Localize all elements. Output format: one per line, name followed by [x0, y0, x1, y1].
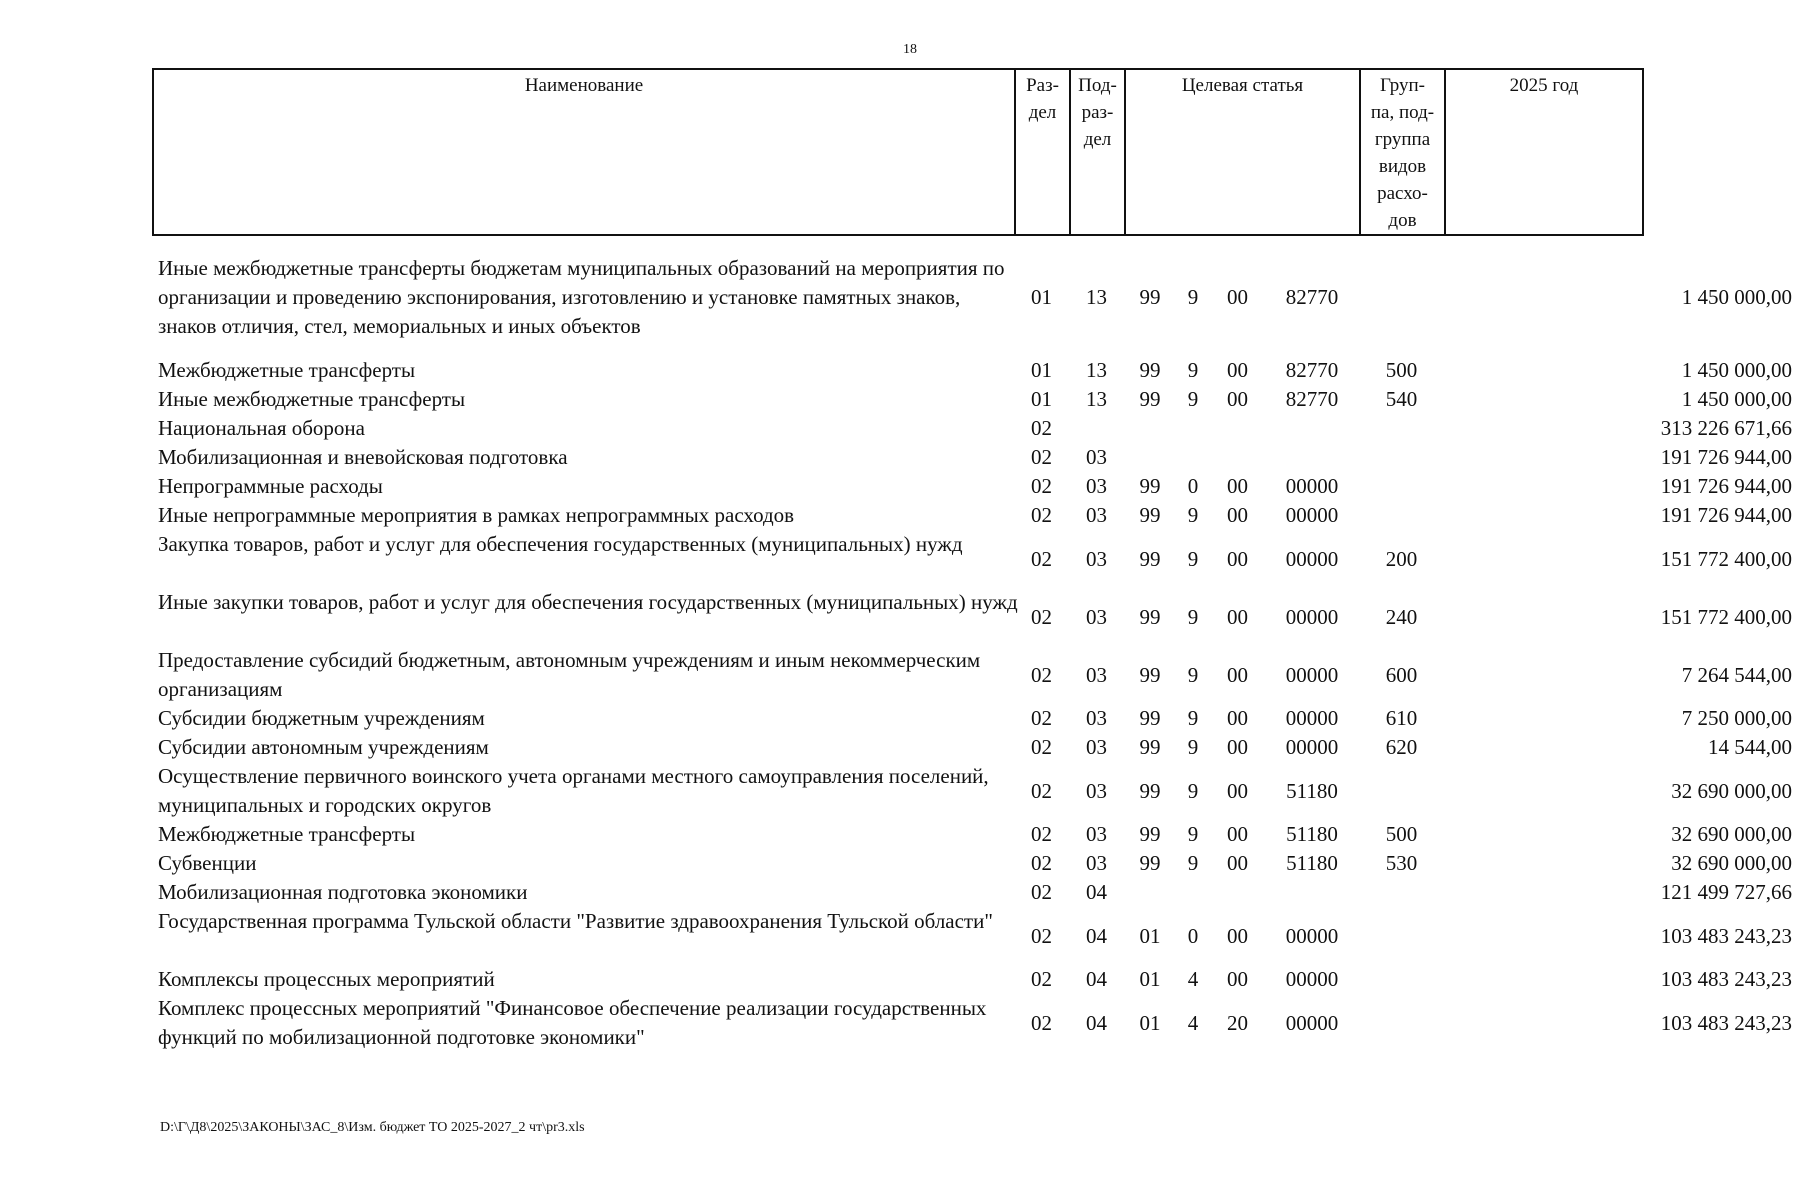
row-target-3: 00: [1227, 387, 1248, 411]
table-header: [152, 68, 1644, 236]
row-target-3: 00: [1227, 285, 1248, 309]
row-target-2: 9: [1187, 358, 1199, 382]
table-row: [152, 704, 1792, 733]
row-target-1: 99: [1139, 546, 1161, 571]
table-row: [152, 849, 1792, 878]
row-podrazdel: 03: [1086, 445, 1107, 469]
row-razdel: 01: [1031, 285, 1052, 309]
row-sum: 151 772 400,00: [1660, 546, 1792, 571]
row-podrazdel: 04: [1086, 923, 1107, 948]
row-target-4: 82770: [1285, 387, 1339, 411]
row-podrazdel: 13: [1086, 358, 1107, 382]
row-target-4: 00000: [1285, 503, 1339, 527]
row-target-2: 9: [1187, 604, 1199, 629]
row-razdel: 02: [1031, 923, 1052, 948]
row-sum: 32 690 000,00: [1671, 851, 1792, 875]
row-target-2: 4: [1187, 1010, 1199, 1035]
row-group: 610: [1385, 706, 1418, 730]
row-sum: 1 450 000,00: [1681, 358, 1792, 382]
row-razdel: 01: [1031, 387, 1052, 411]
row-razdel: 02: [1031, 706, 1052, 730]
header-razdel: Раз- дел: [1016, 70, 1071, 234]
row-target-1: 99: [1139, 503, 1161, 527]
footer-file-path: D:\Г\Д8\2025\ЗАКОНЫ\ЗАС_8\Изм. бюджет ТО 2025-2027_2 чт\pr3.xls: [160, 1120, 585, 1135]
row-target-1: 01: [1139, 923, 1161, 948]
row-target-4: 00000: [1285, 706, 1339, 730]
row-name: Закупка товаров, работ и услуг для обеспечения государственных (муниципальных) нужд: [158, 532, 963, 556]
row-podrazdel: 03: [1086, 503, 1107, 527]
row-target-2: 9: [1187, 851, 1199, 875]
row-name: Субсидии автономным учреждениям: [158, 735, 489, 759]
row-sum: 191 726 944,00: [1660, 474, 1792, 498]
row-group: 200: [1385, 546, 1418, 571]
table-row: [152, 588, 1792, 646]
row-razdel: 02: [1031, 445, 1052, 469]
row-sum: 103 483 243,23: [1660, 1010, 1792, 1035]
row-target-3: 00: [1227, 706, 1248, 730]
row-group: [1359, 907, 1444, 965]
row-name: Комплекс процессных мероприятий "Финансовое обеспечение реализации государственных функций по мобилизационной подготовке экономики": [158, 996, 987, 1049]
row-target-1: [1124, 443, 1176, 472]
row-target-4: 82770: [1285, 285, 1339, 309]
row-razdel: 02: [1031, 778, 1052, 803]
row-group: [1359, 994, 1444, 1052]
row-target-2: 0: [1187, 474, 1199, 498]
row-target-3: 00: [1227, 604, 1248, 629]
row-target-2: 9: [1187, 706, 1199, 730]
table-row: [152, 356, 1792, 385]
row-sum: 7 264 544,00: [1681, 662, 1792, 687]
row-target-2: 9: [1187, 546, 1199, 571]
row-target-4: 00000: [1285, 474, 1339, 498]
row-podrazdel: [1069, 414, 1124, 443]
row-name: Межбюджетные трансферты: [158, 358, 416, 382]
row-group: [1359, 414, 1444, 443]
row-target-1: 99: [1139, 706, 1161, 730]
row-target-3: 00: [1227, 778, 1248, 803]
row-razdel: 02: [1031, 967, 1052, 991]
row-target-4: 51180: [1286, 778, 1338, 803]
row-target-1: 99: [1139, 604, 1161, 629]
row-target-1: 99: [1139, 285, 1161, 309]
header-podrazdel: Под- раз- дел: [1071, 70, 1126, 234]
row-target-2: 9: [1187, 822, 1199, 846]
table-row: [152, 820, 1792, 849]
row-target-3: 20: [1227, 1010, 1248, 1035]
row-podrazdel: 04: [1086, 1010, 1107, 1035]
row-target-4: 00000: [1285, 967, 1339, 991]
row-name: Мобилизационная подготовка экономики: [158, 880, 528, 904]
row-target-4: 82770: [1285, 358, 1339, 382]
row-name: Субсидии бюджетным учреждениям: [158, 706, 485, 730]
row-target-1: 01: [1139, 1010, 1161, 1035]
row-target-3: 00: [1227, 822, 1248, 846]
row-sum: 32 690 000,00: [1671, 822, 1792, 846]
row-razdel: 02: [1031, 662, 1052, 687]
row-target-1: 01: [1139, 967, 1161, 991]
row-target-1: 99: [1139, 358, 1161, 382]
row-target-4: 00000: [1285, 923, 1339, 948]
row-podrazdel: 03: [1086, 546, 1107, 571]
row-name: Иные непрограммные мероприятия в рамках непрограммных расходов: [158, 503, 795, 527]
row-name: Иные межбюджетные трансферты бюджетам муниципальных образований на мероприятия по организации и проведению экспонирования, изготовлению и установке памятных знаков, знаков отличия, стел, мемориальных и иных объектов: [158, 256, 1005, 338]
row-name: Осуществление первичного воинского учета органами местного самоуправления поселений, муниципальных и городских округов: [158, 764, 989, 817]
row-sum: 191 726 944,00: [1660, 445, 1792, 469]
row-target-1: 99: [1139, 387, 1161, 411]
row-group: 240: [1385, 604, 1418, 629]
row-name: Комплексы процессных мероприятий: [158, 967, 495, 991]
row-target-4: 00000: [1285, 546, 1339, 571]
row-group: 530: [1385, 851, 1418, 875]
row-target-3: 00: [1227, 546, 1248, 571]
row-group: 620: [1385, 735, 1418, 759]
row-sum: 121 499 727,66: [1660, 880, 1792, 904]
row-name: Субвенции: [158, 851, 257, 875]
row-target-3: 00: [1227, 662, 1248, 687]
row-sum: 103 483 243,23: [1660, 923, 1792, 948]
row-target-4: [1265, 878, 1359, 907]
row-target-3: 00: [1227, 503, 1248, 527]
header-target: Целевая статья: [1126, 70, 1361, 234]
row-name: Иные межбюджетные трансферты: [158, 387, 466, 411]
row-name: Национальная оборона: [158, 416, 365, 440]
row-group: 500: [1385, 358, 1418, 382]
row-sum: 1 450 000,00: [1681, 387, 1792, 411]
row-podrazdel: 03: [1086, 735, 1107, 759]
row-razdel: 02: [1031, 851, 1052, 875]
table-row: [152, 878, 1792, 907]
table-row: [152, 994, 1792, 1052]
row-target-3: [1210, 878, 1265, 907]
row-group: [1359, 501, 1444, 530]
row-target-1: 99: [1139, 662, 1161, 687]
row-podrazdel: 13: [1086, 285, 1107, 309]
table-row: [152, 472, 1792, 501]
row-group: [1359, 965, 1444, 994]
row-group: [1359, 762, 1444, 820]
row-target-2: 4: [1187, 967, 1199, 991]
row-target-2: [1176, 414, 1210, 443]
row-razdel: 02: [1031, 822, 1052, 846]
row-sum: 151 772 400,00: [1660, 604, 1792, 629]
row-sum: 1 450 000,00: [1681, 285, 1792, 309]
row-target-3: 00: [1227, 735, 1248, 759]
row-sum: 14 544,00: [1708, 735, 1792, 759]
row-target-3: 00: [1227, 923, 1248, 948]
row-razdel: 02: [1031, 604, 1052, 629]
row-target-4: 51180: [1286, 822, 1338, 846]
table-row: [152, 414, 1792, 443]
row-target-2: 9: [1187, 503, 1199, 527]
row-name: Непрограммные расходы: [158, 474, 383, 498]
row-group: 600: [1385, 662, 1418, 687]
header-name: Наименование: [154, 70, 1016, 234]
row-podrazdel: 03: [1086, 706, 1107, 730]
row-razdel: 02: [1031, 1010, 1052, 1035]
row-sum: 7 250 000,00: [1681, 706, 1792, 730]
row-sum: 313 226 671,66: [1660, 416, 1792, 440]
row-group: 500: [1385, 822, 1418, 846]
row-name: Иные закупки товаров, работ и услуг для обеспечения государственных (муниципальных) нужд: [158, 590, 1018, 614]
table-row: [152, 762, 1792, 820]
table-row: [152, 254, 1792, 341]
table-row: [152, 530, 1792, 588]
row-podrazdel: 04: [1086, 967, 1107, 991]
row-name: Государственная программа Тульской области "Развитие здравоохранения Тульской области": [158, 909, 993, 933]
row-razdel: 02: [1031, 546, 1052, 571]
row-target-4: 00000: [1285, 604, 1339, 629]
row-razdel: 02: [1031, 735, 1052, 759]
row-group: [1359, 254, 1444, 341]
row-group: [1359, 472, 1444, 501]
row-target-2: 9: [1187, 778, 1199, 803]
row-podrazdel: 03: [1086, 851, 1107, 875]
row-razdel: 02: [1031, 503, 1052, 527]
row-target-2: [1176, 878, 1210, 907]
row-sum: 191 726 944,00: [1660, 503, 1792, 527]
row-target-1: 99: [1139, 735, 1161, 759]
row-podrazdel: 03: [1086, 604, 1107, 629]
row-target-1: 99: [1139, 474, 1161, 498]
row-name: Предоставление субсидий бюджетным, автономным учреждениям и иным некоммерческим организациям: [158, 648, 981, 701]
row-group: 540: [1385, 387, 1418, 411]
row-target-1: [1124, 878, 1176, 907]
row-target-4: 00000: [1285, 735, 1339, 759]
row-target-2: 9: [1187, 387, 1199, 411]
row-target-4: 00000: [1285, 1010, 1339, 1035]
row-razdel: 02: [1031, 880, 1052, 904]
header-group: Груп- па, под- группа видов расхо- дов: [1361, 70, 1446, 234]
header-year: 2025 год: [1509, 75, 1579, 96]
row-target-2: 0: [1187, 923, 1199, 948]
table-row: [152, 733, 1792, 762]
table-row: [152, 501, 1792, 530]
row-target-3: 00: [1227, 851, 1248, 875]
row-target-4: [1265, 443, 1359, 472]
row-sum: 103 483 243,23: [1660, 967, 1792, 991]
table-row: [152, 385, 1792, 414]
row-target-4: 51180: [1286, 851, 1338, 875]
row-podrazdel: 03: [1086, 662, 1107, 687]
row-target-2: 9: [1187, 285, 1199, 309]
row-target-1: 99: [1139, 822, 1161, 846]
row-target-3: 00: [1227, 358, 1248, 382]
row-podrazdel: 03: [1086, 474, 1107, 498]
row-name: Межбюджетные трансферты: [158, 822, 416, 846]
table-row: [152, 965, 1792, 994]
row-podrazdel: 04: [1086, 880, 1107, 904]
table-row: [152, 443, 1792, 472]
row-target-2: [1176, 443, 1210, 472]
page-number: 18: [903, 42, 917, 57]
row-sum: 32 690 000,00: [1671, 778, 1792, 803]
row-podrazdel: 13: [1086, 387, 1107, 411]
row-podrazdel: 03: [1086, 822, 1107, 846]
row-target-4: 00000: [1285, 662, 1339, 687]
table-row: [152, 646, 1792, 704]
row-target-2: 9: [1187, 735, 1199, 759]
row-target-3: [1210, 414, 1265, 443]
table-row: [152, 907, 1792, 965]
row-razdel: 02: [1031, 416, 1052, 440]
row-target-3: 00: [1227, 967, 1248, 991]
row-name: Мобилизационная и вневойсковая подготовка: [158, 445, 568, 469]
row-target-4: [1265, 414, 1359, 443]
row-razdel: 01: [1031, 358, 1052, 382]
row-target-3: [1210, 443, 1265, 472]
row-target-2: 9: [1187, 662, 1199, 687]
row-target-1: 99: [1139, 778, 1161, 803]
row-target-1: 99: [1139, 851, 1161, 875]
row-group: [1359, 443, 1444, 472]
row-target-3: 00: [1227, 474, 1248, 498]
row-group: [1359, 878, 1444, 907]
row-podrazdel: 03: [1086, 778, 1107, 803]
row-target-1: [1124, 414, 1176, 443]
row-razdel: 02: [1031, 474, 1052, 498]
